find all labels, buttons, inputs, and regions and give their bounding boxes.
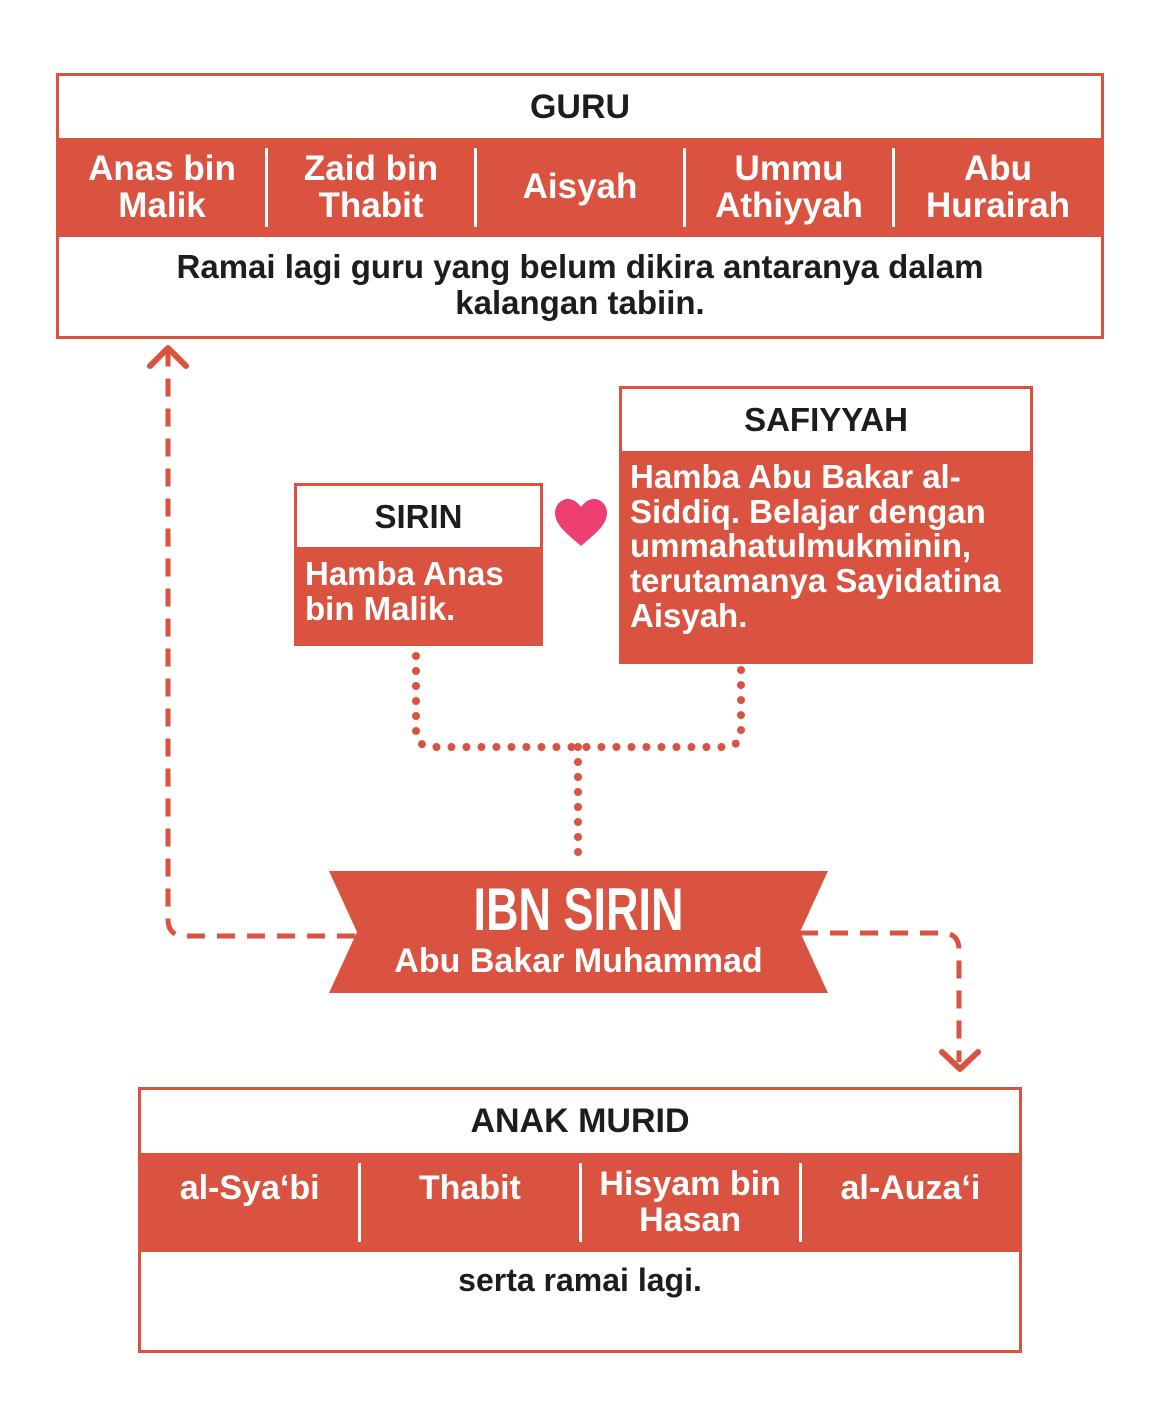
teacher-anas-bin-malik: Anas bin Malik xyxy=(88,148,236,225)
student-hisyam-bin-hasan: Hisyam bin Hasan xyxy=(579,1163,799,1242)
murid-box xyxy=(138,1087,1022,1353)
center-subtitle: Abu Bakar Muhammad xyxy=(394,942,763,980)
safiyyah-desc: Hamba Abu Bakar al-Siddiq. Belajar dengan ummahatulmukminin, terutamanya Sayidatina Aisyah. xyxy=(622,451,1030,661)
guru-box xyxy=(56,73,1104,339)
student-al-syabi: al-Sya‘bi xyxy=(179,1169,320,1207)
arrow-to-murid xyxy=(800,933,959,1062)
teacher-ummu-athiyyah: Ummu Athiyyah xyxy=(683,148,892,227)
guru-title: GURU xyxy=(529,87,631,126)
guru-note: Ramai lagi guru yang belum dikira antaranya dalam kalangan tabiin. xyxy=(176,248,984,322)
parent-connector xyxy=(416,656,741,866)
student-thabit: Thabit xyxy=(358,1163,578,1242)
safiyyah-box xyxy=(619,386,1033,664)
guru-teacher-band xyxy=(59,138,1101,237)
teacher-aisyah: Aisyah xyxy=(474,148,683,227)
murid-student-band xyxy=(141,1153,1019,1252)
center-title: IBN SIRIN xyxy=(473,876,684,943)
murid-note: serta ramai lagi. xyxy=(458,1262,702,1298)
heart-icon xyxy=(555,499,607,546)
teacher-zaid-bin-thabit: Zaid bin Thabit xyxy=(265,148,474,227)
student-al-auzai: al-Auza‘i xyxy=(799,1163,1019,1242)
sirin-desc: Hamba Anas bin Malik. xyxy=(297,547,540,643)
sirin-box xyxy=(294,483,543,646)
safiyyah-title: SAFIYYAH xyxy=(744,401,908,438)
murid-title: ANAK MURID xyxy=(470,1102,690,1140)
teacher-abu-hurairah: Abu Hurairah xyxy=(892,148,1101,227)
sirin-title: SIRIN xyxy=(374,497,463,535)
